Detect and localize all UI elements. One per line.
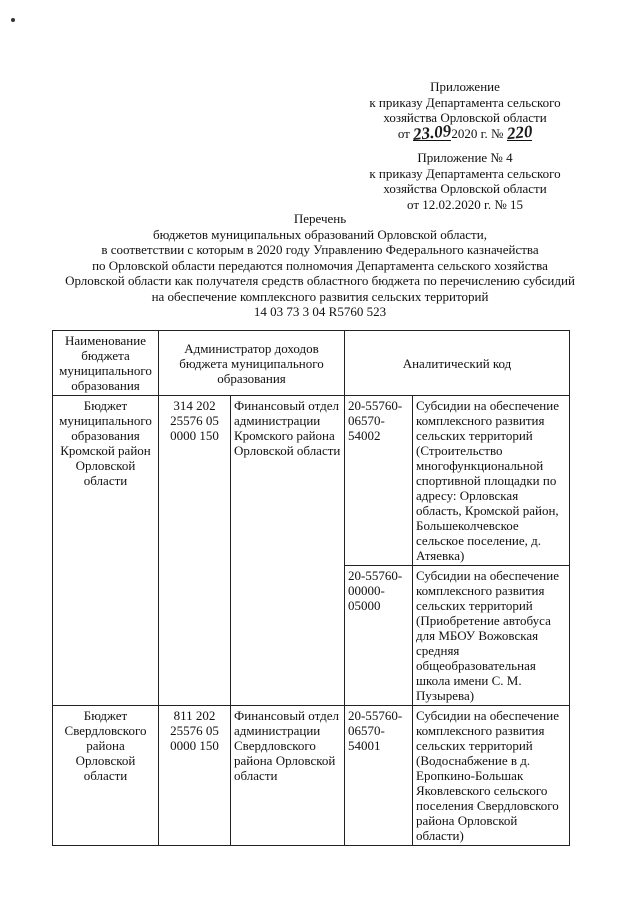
title-line-3: Орловской области как получателя средств областного бюджета по перечислению субсидий — [65, 273, 575, 288]
appendix-line2: хозяйства Орловской области — [383, 110, 547, 125]
date-prefix: от — [397, 125, 410, 141]
title-line-0: бюджетов муниципальных образований Орловской области, — [153, 226, 487, 242]
title-code: 14 03 73 3 04 R5760 523 — [253, 304, 387, 319]
analytic-description-cell: Субсидии на обеспечение комплексного развития сельских территорий (Приобретение автобуса для МБОУ Вожовская средняя общеобразовательная школа имени С. М. Пузырева) — [413, 566, 570, 706]
handwritten-number: 220 — [505, 121, 534, 143]
header-admin: Администратор доходов бюджета муниципального образования — [159, 331, 345, 396]
title-heading: Перечень — [293, 211, 347, 226]
appendix4-title: Приложение № 4 — [417, 150, 513, 165]
appendix-title: Приложение — [430, 79, 500, 94]
admin-name-cell: Финансовый отдел администрации Кромского района Орловской области — [231, 396, 345, 706]
budget-table — [52, 330, 570, 846]
scan-speck — [11, 18, 15, 22]
analytic-code-cell: 20-55760-06570-54001 — [345, 706, 413, 846]
admin-name-cell: Финансовый отдел администрации Свердловского района Орловской области — [231, 706, 345, 846]
budget-name-cell: Бюджет Свердловского района Орловской области — [53, 706, 159, 846]
admin-code-cell: 811 202 25576 05 0000 150 — [159, 706, 231, 846]
handwritten-date: 23.09 — [412, 120, 453, 144]
appendix-line1: к приказу Департамента сельского — [369, 94, 561, 110]
analytic-code-cell: 20-55760-00000-05000 — [345, 566, 413, 706]
appendix-header — [350, 79, 580, 144]
admin-code-cell: 314 202 25576 05 0000 150 — [159, 396, 231, 706]
appendix4-line1: к приказу Департамента сельского — [369, 165, 561, 181]
appendix-date-line — [350, 120, 580, 144]
appendix4-line3: от 12.02.2020 г. № 15 — [406, 196, 524, 212]
analytic-description-cell: Субсидии на обеспечение комплексного развития сельских территорий (Водоснабжение в д. Еропкино-Большак Яковлевского сельского поселения Свердловского района Орловской области) — [413, 706, 570, 846]
budget-name-cell: Бюджет муниципального образования Кромской район Орловской области — [53, 396, 159, 706]
table-header-row — [53, 331, 570, 396]
date-year: 2020 г. № — [451, 125, 504, 141]
title-line-2: по Орловской области передаются полномочия Департамента сельского хозяйства — [92, 257, 548, 273]
title-line-4: на обеспечение комплексного развития сельских территорий — [151, 288, 489, 304]
header-budget-name: Наименование бюджета муниципального образования — [53, 331, 159, 396]
document-title — [40, 211, 600, 320]
analytic-code-cell: 20-55760-06570-54002 — [345, 396, 413, 566]
table-row — [53, 706, 570, 846]
appendix4-header — [350, 150, 580, 212]
table-row — [53, 396, 570, 566]
title-line-1: в соответствии с которым в 2020 году Управлению Федерального казначейства — [101, 242, 539, 257]
appendix4-line2: хозяйства Орловской области — [383, 181, 547, 196]
analytic-description-cell: Субсидии на обеспечение комплексного развития сельских территорий (Строительство многофункциональной спортивной площадки по адресу: Орловская область, Кромской район, Большеколчевское сельское поселение, д. Атяевка) — [413, 396, 570, 566]
header-analytic-code: Аналитический код — [345, 331, 570, 396]
